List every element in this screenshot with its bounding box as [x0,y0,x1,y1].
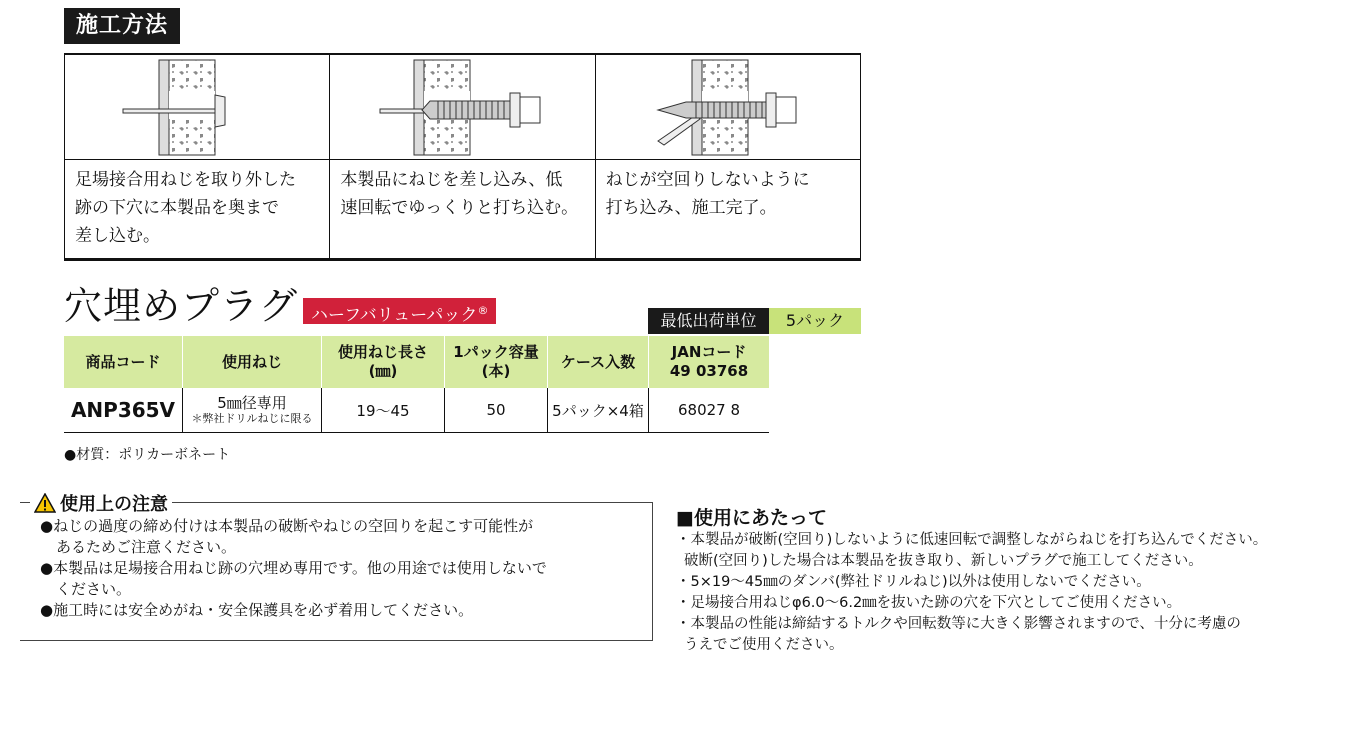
jan-code: 68027 8 [649,388,770,433]
method-step-1 [65,55,330,258]
header-pack-label: 1パック容量 [453,343,539,361]
header-pack [445,336,548,388]
header-length [322,336,445,388]
list-item [40,600,650,620]
header-jan-prefix: 49 03768 [669,362,749,380]
caution-title [30,490,172,516]
caution-2-line-2: ください。 [56,580,132,598]
step-3-line-1: ねじが空回りしないように [605,170,810,190]
usage-title: ■使用にあたって [676,507,827,529]
header-jan-label: JANコード [671,343,747,361]
usage-1-line-2: 破断(空回り)した場合は本製品を抜き取り、新しいプラグで施工してください。 [684,553,1203,569]
pack-quantity: 50 [445,388,548,433]
caution-3-line-1: ●施工時には安全めがね・安全保護具を必ず着用してください。 [40,601,474,619]
usage-4-line-1: ・本製品の性能は締結するトルクや回転数等に大きく影響されますので、十分に考慮の [676,616,1241,632]
header-screw [183,336,322,388]
material-note: ●材質：ポリカーボネート [64,447,231,463]
step-3-illustration [596,55,860,160]
spec-header-row [64,336,769,388]
case-quantity: 5パック×4箱 [548,388,649,433]
header-case-label: ケース入数 [560,352,636,371]
step-2-line-1: 本製品にねじを差し込み、低 [340,170,563,190]
step-1-illustration [65,55,329,160]
header-code [64,336,183,388]
screw-spec [183,388,322,433]
step-1-line-1: 足場接合用ねじを取り外した [75,170,296,190]
step-2-illustration [330,55,594,160]
header-code-label: 商品コード [85,352,161,371]
list-item [40,558,650,599]
caution-2-line-1: ●本製品は足場接合用ねじ跡の穴埋め専用です。他の用途では使用しないで [40,559,547,577]
screw-note: ＊弊社ドリルねじに限る [191,411,313,425]
min-shipping-unit-value: 5パック [769,308,861,334]
step-3-line-2: 打ち込み、施工完了。 [605,198,777,218]
usage-1-line-1: ・本製品が破断(空回り)しないように低速回転で調整しながらねじを打ち込んでください。 [676,532,1268,548]
caution-list [40,516,650,621]
warning-icon [34,493,56,513]
header-screw-label: 使用ねじ [221,352,282,371]
step-1-line-2: 跡の下穴に本製品を奥まで [75,198,279,218]
header-case [548,336,649,388]
step-1-line-3: 差し込む。 [75,226,160,246]
badge-label: ハーフバリューパック [311,305,478,326]
product-code: ANP365V [64,388,183,433]
list-item [676,593,1356,614]
product-title: 穴埋めプラグ [64,284,299,328]
caution-1-line-1: ●ねじの過度の締め付けは本製品の破断やねじの空回りを起こす可能性が [40,517,534,535]
list-item [676,572,1356,593]
step-2-line-2: 速回転でゆっくりと打ち込む。 [340,198,579,218]
half-value-pack-badge [303,298,496,324]
registered-mark: ® [477,304,489,317]
list-item [40,516,650,557]
header-length-label: 使用ねじ長さ [337,343,428,361]
header-pack-unit: (本) [481,362,511,380]
usage-4-line-2: うえでご使用ください。 [684,637,844,653]
step-2-text [330,160,594,222]
usage-list [676,530,1356,656]
method-step-2 [330,55,595,258]
header-jan [649,336,770,388]
method-steps [64,53,861,261]
spec-table [64,336,769,433]
screw-length: 19～45 [322,388,445,433]
usage-3-line-1: ・足場接合用ねじφ6.0～6.2㎜を抜いた跡の穴を下穴としてご使用ください。 [676,595,1182,611]
method-heading: 施工方法 [64,8,180,44]
list-item [676,614,1356,656]
usage-2-line-1: ・5×19～45㎜のダンバ(弊社ドリルねじ)以外は使用しないでください。 [676,574,1151,590]
min-shipping-unit-label: 最低出荷単位 [648,308,769,334]
caution-1-line-2: あるためご注意ください。 [56,538,237,556]
step-1-text [65,160,329,250]
caution-title-text: 使用上の注意 [60,494,168,515]
table-row [64,388,769,433]
header-length-unit: (㎜) [368,362,398,380]
method-step-3 [596,55,860,258]
step-3-text [596,160,860,222]
list-item [676,530,1356,572]
screw-main: 5㎜径専用 [217,393,287,412]
